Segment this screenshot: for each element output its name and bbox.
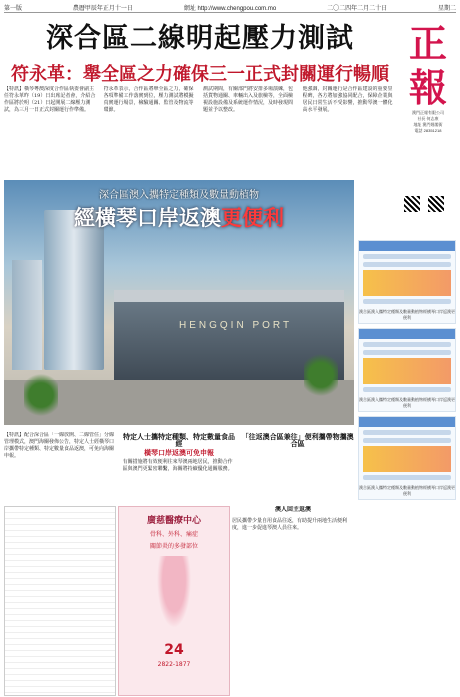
subheadline: 符永革：舉全區之力確保三一正式封關運行暢順 xyxy=(11,64,389,85)
newspaper-logo xyxy=(400,22,456,212)
logo-line: 澳門正報有限公司 xyxy=(412,110,444,115)
ad-column xyxy=(358,240,456,695)
clinic-hours: 24 xyxy=(164,642,184,658)
tree-icon xyxy=(24,370,58,420)
issue-date: 二〇二四年二月二十日 xyxy=(327,5,388,12)
story-column: 他強調，封關運行是合作區建設的重要里程碑，各方將加強協同配合，保障企業與居民日常生活不受影響，推動琴澳一體化高水平發展。 xyxy=(302,86,393,113)
qr-code-icon[interactable] xyxy=(404,196,420,212)
ad-caption: 澳合區澳入攜特定種類及數量動植物經橫琴口岸返澳更便利 xyxy=(359,485,455,496)
logo-line: 電話 28351218 xyxy=(414,128,442,133)
port-photo xyxy=(4,180,354,425)
ad-card[interactable] xyxy=(358,328,456,412)
story-column: 【特訊】橫琴粵澳深度合作區執委會副主任符永革昨（19）日出席記者會，介紹合作區將於明（21）日起開展二線壓力測試，為三月一日正式封關運行作準備。 xyxy=(4,86,96,113)
section-heading: 橫琴口岸返澳可免申報 xyxy=(144,449,214,457)
building-shape xyxy=(12,260,42,370)
story-column: 【特訊】配合深合區「一線放開、二線管住」分線管理模式，澳門海關發佈公告，特定人士經橫琴口岸攜帶特定種類、特定數量食品返澳，可免向海關申報。 xyxy=(4,432,115,459)
port-sign: HENGQIN PORT xyxy=(179,320,293,331)
tree-icon xyxy=(304,350,338,400)
ad-card[interactable] xyxy=(358,240,456,324)
clinic-ad[interactable] xyxy=(118,506,230,696)
photo-title: 經橫琴口岸返澳更便利 xyxy=(74,206,284,230)
clinic-name: 廣慈醫療中心 xyxy=(146,516,201,526)
section-heading: 「往返澳合區兼往」便利攜帶物攜澳合區 xyxy=(241,433,354,448)
section-label: 第一版 xyxy=(4,5,23,12)
story-column: 測試期間，有關部門將安排多場演練，包括貨物通關、車輛出入及旅檢等，全面檢視設施設備及系統運作情況，及時發現問題並予以整改。 xyxy=(203,86,294,113)
logo-text: 正報 xyxy=(408,21,447,110)
lunar-date: 農曆甲辰年正月十一日 xyxy=(72,5,133,12)
story-column: 符永革表示，合作區將舉全區之力，確保各項準備工作落實到位，壓力測試將模擬真實運行場景，檢驗通關、監管及物流等環節。 xyxy=(103,86,194,113)
photo-kicker: 深合區澳入攜特定種類及數量動植物 xyxy=(99,190,259,201)
masthead-strip xyxy=(4,2,456,13)
website[interactable]: 網址 http://www.chengpou.com.mo xyxy=(183,5,277,12)
section-heading: 特定人士攜特定種類、特定數量食品經 xyxy=(123,433,235,448)
ad-caption: 澳合區澳入攜特定種類及數量動植物經橫琴口岸返澳更便利 xyxy=(359,309,455,320)
headline: 深合區二線明起壓力測試 xyxy=(46,23,354,54)
clinic-topic: 關節炎的多發部位 xyxy=(149,543,198,550)
body-icon xyxy=(154,556,194,636)
ad-card[interactable] xyxy=(358,416,456,500)
right-story: 澳人回主返澳 居民攜帶少量自用食品往返，有助提升兩地生活便利度，進一步促進琴澳人員往來。 xyxy=(232,506,354,694)
ad-caption: 澳合區澳入攜特定種類及數量動植物經橫琴口岸返澳更便利 xyxy=(359,397,455,408)
story-column: 特定人士攜特定種類、特定數量食品經 橫琴口岸返澳可免申報 有關措施將有效便利往來琴澳兩地居民，推動合作區與澳門更緊密聯繫，海關將持續優化通關服務。 xyxy=(122,433,235,472)
section-heading: 澳人回主返澳 xyxy=(274,506,311,513)
weekday: 星期二 xyxy=(437,5,456,12)
logo-line: 地址 澳門媽閣街 xyxy=(413,122,443,127)
listings-table xyxy=(4,506,116,696)
logo-line: 社長 何志康 xyxy=(417,116,439,121)
tower-shape xyxy=(44,210,104,370)
qr-code-icon[interactable] xyxy=(428,196,444,212)
clinic-tagline: 骨科、外科、痛症 xyxy=(149,531,198,538)
lead-story xyxy=(4,86,396,176)
clinic-phone: 2822-1877 xyxy=(157,661,191,668)
